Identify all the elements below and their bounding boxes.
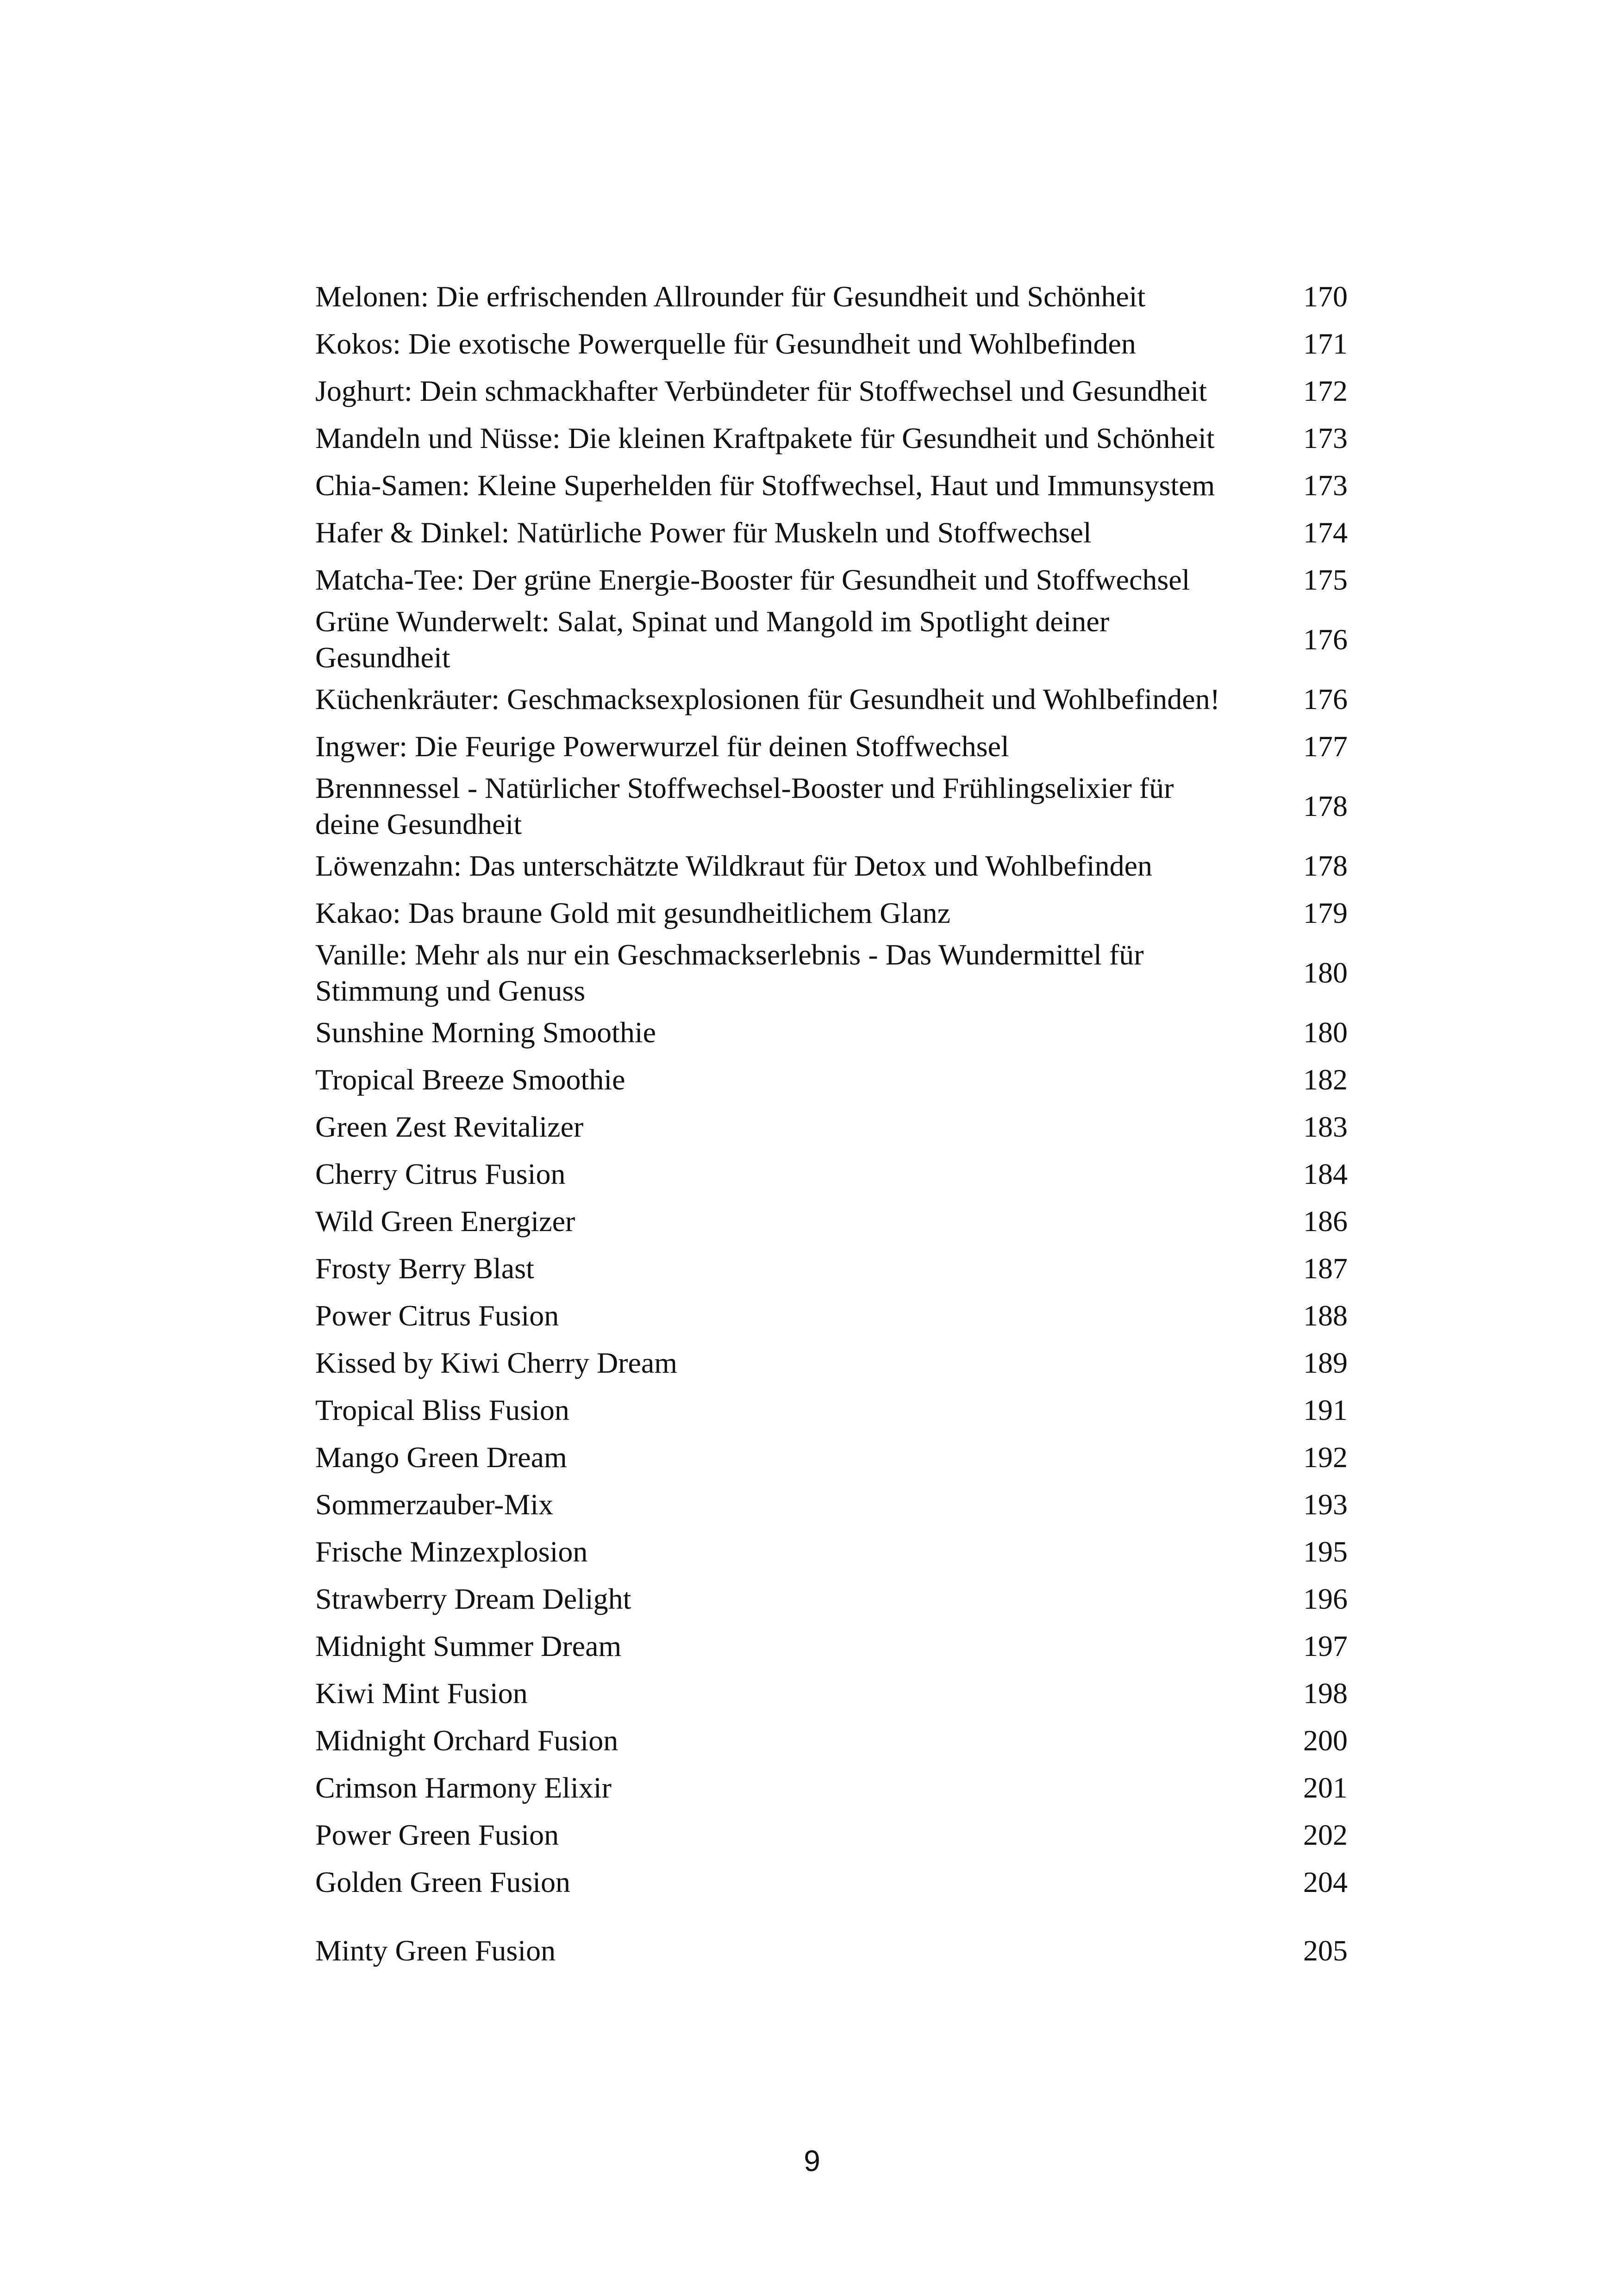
toc-entry-page: 191 xyxy=(1303,1394,1348,1426)
toc-entry-title: Kokos: Die exotische Powerquelle für Gesundheit und Wohlbefinden xyxy=(315,327,1136,360)
toc-entry-page: 174 xyxy=(1303,516,1348,549)
toc-entry-page: 204 xyxy=(1303,1866,1348,1898)
toc-entry-title: Green Zest Revitalizer xyxy=(315,1110,584,1143)
table-of-contents xyxy=(315,273,1348,1974)
toc-entry-title: Matcha-Tee: Der grüne Energie-Booster für Gesundheit und Stoffwechsel xyxy=(315,563,1190,596)
toc-entry-title: Küchenkräuter: Geschmacksexplosionen für Gesundheit und Wohlbefinden! xyxy=(315,683,1220,716)
toc-entry xyxy=(315,415,1348,462)
toc-entry-title: Hafer & Dinkel: Natürliche Power für Muskeln und Stoffwechsel xyxy=(315,516,1092,549)
toc-entry-title: Power Green Fusion xyxy=(315,1818,559,1851)
toc-entry-page: 178 xyxy=(1303,849,1348,882)
toc-entry-page: 201 xyxy=(1303,1771,1348,1804)
toc-entry xyxy=(315,1764,1348,1811)
toc-entry xyxy=(315,1339,1348,1387)
toc-entry-title: Melonen: Die erfrischenden Allrounder für Gesundheit und Schönheit xyxy=(315,280,1146,313)
toc-entry xyxy=(315,937,1348,1009)
toc-entry-title: Kakao: Das braune Gold mit gesundheitlichem Glanz xyxy=(315,896,951,929)
toc-entry xyxy=(315,367,1348,415)
toc-entry-title: Frosty Berry Blast xyxy=(315,1252,534,1285)
toc-entry xyxy=(315,842,1348,890)
toc-entry xyxy=(315,1859,1348,1906)
toc-entry-title: Joghurt: Dein schmackhafter Verbündeter für Stoffwechsel und Gesundheit xyxy=(315,374,1207,407)
toc-entry xyxy=(315,1292,1348,1339)
toc-entry-title: Crimson Harmony Elixir xyxy=(315,1771,612,1804)
toc-entry-title: Mandeln und Nüsse: Die kleinen Kraftpakete für Gesundheit und Schönheit xyxy=(315,422,1215,454)
toc-entry xyxy=(315,509,1348,556)
toc-entry xyxy=(315,1245,1348,1292)
toc-entry-title: Midnight Summer Dream xyxy=(315,1630,622,1662)
toc-entry-title: Strawberry Dream Delight xyxy=(315,1582,631,1615)
toc-entry-title: Golden Green Fusion xyxy=(315,1866,571,1898)
toc-entry xyxy=(315,1623,1348,1670)
toc-entry-title: Cherry Citrus Fusion xyxy=(315,1157,566,1190)
toc-entry xyxy=(315,320,1348,367)
toc-entry-title: Kiwi Mint Fusion xyxy=(315,1677,528,1710)
toc-entry-page: 187 xyxy=(1303,1252,1348,1285)
toc-entry xyxy=(315,604,1348,676)
toc-entry-title: Ingwer: Die Feurige Powerwurzel für deinen Stoffwechsel xyxy=(315,730,1009,763)
toc-entry-page: 179 xyxy=(1303,896,1348,929)
toc-entry xyxy=(315,1009,1348,1056)
toc-entry-page: 186 xyxy=(1303,1205,1348,1238)
toc-entry xyxy=(315,1151,1348,1198)
toc-entry-page: 170 xyxy=(1303,280,1348,313)
toc-entry-page: 196 xyxy=(1303,1582,1348,1615)
toc-entry-title: Sommerzauber-Mix xyxy=(315,1488,554,1521)
toc-entry-title: Mango Green Dream xyxy=(315,1441,567,1474)
toc-entry-title: Grüne Wunderwelt: Salat, Spinat und Mangold im Spotlight deiner Gesundheit xyxy=(315,605,1110,674)
toc-entry-page: 195 xyxy=(1303,1535,1348,1568)
toc-entry xyxy=(315,1387,1348,1434)
toc-entry-title: Midnight Orchard Fusion xyxy=(315,1724,618,1757)
toc-entry-title: Tropical Breeze Smoothie xyxy=(315,1063,625,1096)
toc-entry xyxy=(315,1575,1348,1623)
toc-entry-title: Brennnessel - Natürlicher Stoffwechsel-Booster und Frühlingselixier für deine Gesundheit xyxy=(315,772,1174,840)
toc-entry xyxy=(315,1670,1348,1717)
toc-entry-page: 173 xyxy=(1303,469,1348,502)
toc-entry xyxy=(315,273,1348,320)
toc-entry-page: 205 xyxy=(1303,1934,1348,1967)
toc-entry xyxy=(315,556,1348,604)
toc-entry-page: 183 xyxy=(1303,1110,1348,1143)
toc-entry-page: 202 xyxy=(1303,1818,1348,1851)
toc-entry-title: Kissed by Kiwi Cherry Dream xyxy=(315,1346,678,1379)
toc-entry-title: Minty Green Fusion xyxy=(315,1934,556,1967)
toc-entry-title: Chia-Samen: Kleine Superhelden für Stoffwechsel, Haut und Immunsystem xyxy=(315,469,1215,502)
toc-entry xyxy=(315,1528,1348,1575)
toc-entry xyxy=(315,1717,1348,1764)
toc-entry-page: 200 xyxy=(1303,1724,1348,1757)
toc-entry-page: 192 xyxy=(1303,1441,1348,1474)
toc-entry xyxy=(315,723,1348,770)
toc-entry xyxy=(315,1481,1348,1528)
toc-entry-page: 173 xyxy=(1303,422,1348,454)
toc-entry xyxy=(315,1198,1348,1245)
toc-entry xyxy=(315,770,1348,842)
toc-entry-title: Power Citrus Fusion xyxy=(315,1299,559,1332)
toc-entry xyxy=(315,462,1348,509)
toc-entry-title: Wild Green Energizer xyxy=(315,1205,575,1238)
toc-entry-page: 175 xyxy=(1303,563,1348,596)
toc-entry xyxy=(315,1927,1348,1974)
toc-entry-page: 176 xyxy=(1303,623,1348,656)
toc-entry-title: Sunshine Morning Smoothie xyxy=(315,1016,656,1049)
toc-entry-page: 171 xyxy=(1303,327,1348,360)
toc-entry xyxy=(315,1103,1348,1151)
toc-entry-page: 176 xyxy=(1303,683,1348,716)
toc-entry-page: 197 xyxy=(1303,1630,1348,1662)
toc-entry-page: 177 xyxy=(1303,730,1348,763)
toc-entry xyxy=(315,1056,1348,1103)
toc-entry-page: 180 xyxy=(1303,956,1348,989)
toc-entry-title: Löwenzahn: Das unterschätzte Wildkraut für Detox und Wohlbefinden xyxy=(315,849,1153,882)
toc-entry-title: Vanille: Mehr als nur ein Geschmackserlebnis - Das Wundermittel für Stimmung und Genuss xyxy=(315,938,1144,1007)
toc-entry xyxy=(315,1811,1348,1859)
toc-entry xyxy=(315,890,1348,937)
toc-entry-page: 180 xyxy=(1303,1016,1348,1049)
toc-entry-page: 182 xyxy=(1303,1063,1348,1096)
page-number: 9 xyxy=(804,2144,820,2178)
toc-entry xyxy=(315,676,1348,723)
toc-entry-page: 189 xyxy=(1303,1346,1348,1379)
toc-entry-page: 184 xyxy=(1303,1157,1348,1190)
toc-entry xyxy=(315,1434,1348,1481)
toc-entry-page: 188 xyxy=(1303,1299,1348,1332)
toc-entry-title: Tropical Bliss Fusion xyxy=(315,1394,569,1426)
toc-entry-title: Frische Minzexplosion xyxy=(315,1535,588,1568)
toc-entry-page: 172 xyxy=(1303,374,1348,407)
toc-entry-page: 193 xyxy=(1303,1488,1348,1521)
toc-entry-page: 178 xyxy=(1303,790,1348,822)
toc-entry-page: 198 xyxy=(1303,1677,1348,1710)
